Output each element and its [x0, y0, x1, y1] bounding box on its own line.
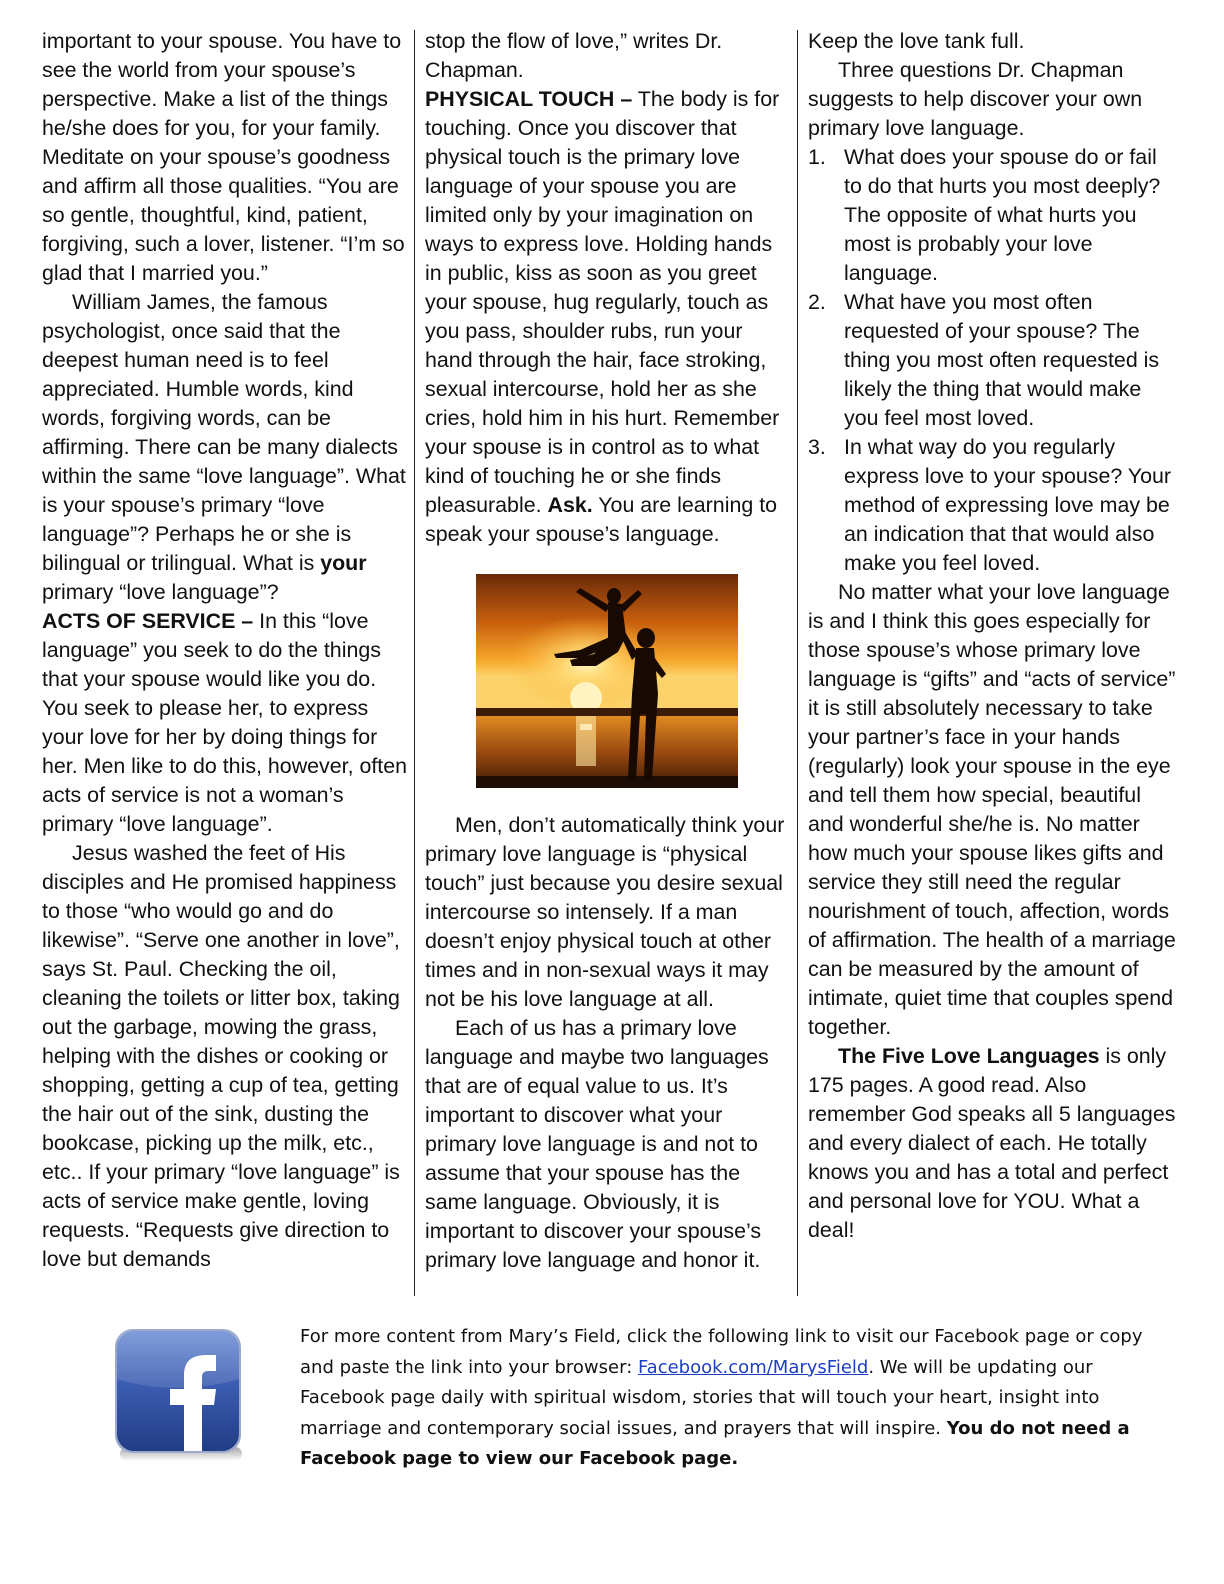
- book-title: The Five Love Languages: [838, 1044, 1100, 1068]
- list-item: [808, 143, 1176, 288]
- paragraph: Three questions Dr. Chapman suggests to help discover your own primary love language.: [808, 58, 1143, 140]
- section-heading: ACTS OF SERVICE –: [42, 609, 254, 633]
- list-item: [808, 288, 1176, 433]
- column-3: [808, 27, 1176, 1245]
- paragraph: stop the flow of love,” writes Dr. Chapman.: [425, 29, 723, 82]
- paragraph: [808, 1042, 1176, 1245]
- paragraph-text: In this “love language” you seek to do the things that your spouse would like you do. You seek to please her, to express your love for her by doing things for her. Men like to do this, however, often acts of service is not a woman’s primary “love language”.: [42, 609, 408, 836]
- footer-text: For more content from Mary’s Field, click the following link to visit our Facebook page or copy and paste the link into your browser:: [300, 1326, 1143, 1378]
- acts-of-service-section: [42, 607, 408, 839]
- column-divider: [797, 30, 798, 1296]
- paragraph-text: The body is for touching. Once you discover that physical touch is the primary love language of your spouse you are limited only by your imagination on ways to express love. Holding hands in public, kiss as soon as you greet your spouse, hug regularly, touch as you pass, shoulder rubs, run your hand through the hair, face stroking, sexual intercourse, hold her as she cries, hold him in his hurt. Remember your spouse is in control as to what kind of touching he or she finds pleasurable.: [425, 87, 780, 517]
- column-divider: [414, 30, 415, 1296]
- list-number: 2.: [808, 290, 826, 314]
- paragraph: important to your spouse. You have to see the world from your spouse’s perspective. Make a list of the things he/she does for you, for your family. Meditate on your spouse’s goodness and affirm all those qualities. “You are so gentle, thoughtful, kind, patient, forgiving, such a lover, listener. “I’m so glad that I married you.”: [42, 29, 405, 285]
- paragraph: Jesus washed the feet of His disciples and He promised happiness to those “who would go and do likewise”. “Serve one another in love”, says St. Paul. Checking the oil, cleaning the toilets or litter box, taking out the garbage, mowing the grass, helping with the dishes or cooking or shopping, getting a cup of tea, getting the hair out of the sink, dusting the bookcase, picking up the milk, etc., etc.. If your primary “love language” is acts of service make gentle, loving requests. “Requests give direction to love but demands: [42, 841, 400, 1271]
- paragraph: Each of us has a primary love language and maybe two languages that are of equal value to us. It’s important to discover what your primary love language is and not to assume that your spouse has the same language. Obviously, it is important to discover your spouse’s primary love language and honor it.: [425, 1016, 769, 1272]
- paragraph-text: William James, the famous psychologist, once said that the deepest human need is to feel appreciated. Humble words, kind words, forgiving words, can be affirming. There can be many dialects within the same “love language”. What is your spouse’s primary “love language”? Perhaps he or she is bilingual or trilingual. What is: [42, 290, 406, 575]
- list-item-text: What does your spouse do or fail to do that hurts you most deeply? The opposite of what hurts you most is probably your love language.: [844, 145, 1161, 285]
- list-item: [808, 433, 1176, 578]
- facebook-promo-text: [300, 1322, 1160, 1475]
- footer-text: . We will be updating our Facebook page daily with spiritual wisdom, stories that will touch your heart, insight into marriage and contemporary social issues, and prayers that will inspire.: [300, 1356, 1100, 1439]
- physical-touch-section: [425, 85, 791, 549]
- question-list: [808, 143, 1176, 578]
- list-number: 1.: [808, 145, 826, 169]
- paragraph-text: primary “love language”?: [42, 580, 279, 604]
- column-1: [42, 27, 408, 1274]
- facebook-logo-icon[interactable]: [112, 1327, 248, 1467]
- paragraph: Keep the love tank full.: [808, 29, 1025, 53]
- paragraph: Men, don’t automatically think your primary love language is “physical touch” just because you desire sexual intercourse so intensely. If a man doesn’t enjoy physical touch at other times and in non-sexual ways it may not be his love language at all.: [425, 813, 785, 1011]
- column-2: [425, 27, 791, 1275]
- paragraph: No matter what your love language is and I think this goes especially for those spouse’s whose primary love language is “gifts” and “acts of service” it is still absolutely necessary to take your partner’s face in your hands (regularly) look your spouse in the eye and tell them how special, beautiful and wonderful she/he is. No matter how much your spouse likes gifts and service they still need the regular nourishment of touch, affection, words of affirmation. The health of a marriage can be measured by the amount of intimate, quiet time that couples spend together.: [808, 580, 1176, 1039]
- list-item-text: In what way do you regularly express love to your spouse? Your method of expressing love may be an indication that that would also make you feel loved.: [844, 435, 1172, 575]
- facebook-link[interactable]: Facebook.com/MarysField: [637, 1356, 869, 1378]
- list-number: 3.: [808, 435, 826, 459]
- paragraph-text: is only 175 pages. A good read. Also remember God speaks all 5 languages and every dialect of each. He totally knows you and has a total and perfect and personal love for YOU. What a deal!: [808, 1044, 1176, 1242]
- section-heading: PHYSICAL TOUCH –: [425, 87, 633, 111]
- emphasis-text: your: [320, 551, 367, 575]
- list-item-text: What have you most often requested of your spouse? The thing you most often requested is likely the thing that would make you feel most loved.: [844, 290, 1160, 430]
- paragraph-text: You are learning to speak your spouse’s language.: [425, 493, 778, 546]
- footer-bold-note: You do not need a Facebook page to view our Facebook page.: [300, 1417, 1130, 1469]
- emphasis-text: Ask.: [547, 493, 593, 517]
- couple-silhouette-sunset-image: [476, 574, 738, 788]
- paragraph: [42, 288, 408, 607]
